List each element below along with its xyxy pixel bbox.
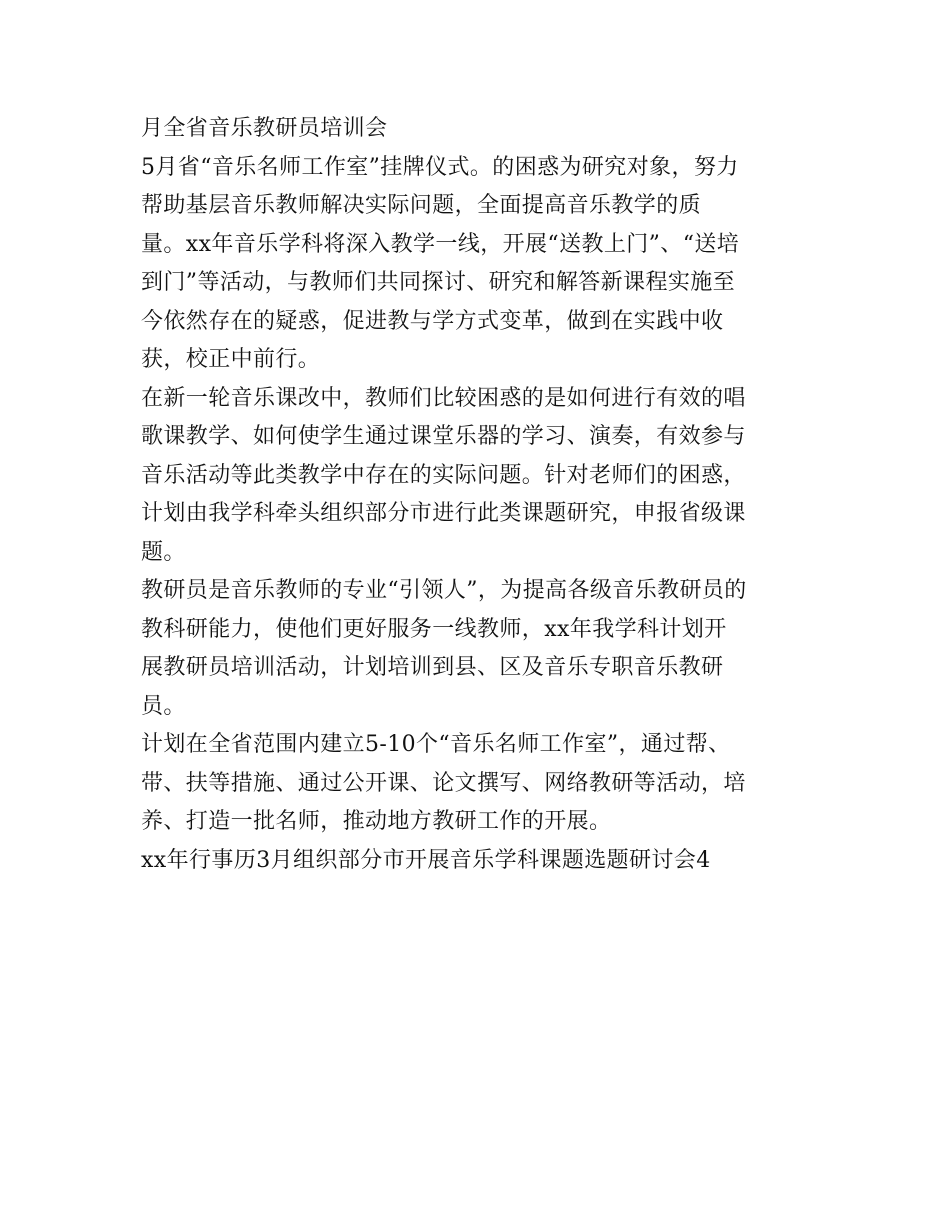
text-line: 带、扶等措施、通过公开课、论文撰写、网络教研等活动，培 <box>141 770 746 796</box>
text-line: 5月省“音乐名师工作室”挂牌仪式。的困惑为研究对象，努力 <box>141 154 739 180</box>
text-line: 教科研能力，使他们更好服务一线教师，xx年我学科计划开 <box>141 616 727 642</box>
text-line: 帮助基层音乐教师解决实际问题，全面提高音乐教学的质 <box>141 193 702 218</box>
text-line: 题。 <box>141 539 186 565</box>
text-line: 计划由我学科牵头组织部分市进行此类课题研究，申报省级课 <box>141 501 746 526</box>
text-line: 在新一轮音乐课改中，教师们比较困惑的是如何进行有效的唱 <box>141 385 746 411</box>
text-line: 教研员是音乐教师的专业“引领人”，为提高各级音乐教研员的 <box>141 578 747 603</box>
text-line: 音乐活动等此类教学中存在的实际问题。针对老师们的困惑， <box>141 462 746 488</box>
text-line: 养、打造一批名师，推动地方教研工作的开展。 <box>141 809 612 834</box>
text-line: 今依然存在的疑惑，促进教与学方式变革，做到在实践中收 <box>141 308 724 334</box>
text-line: 月全省音乐教研员培训会 <box>141 116 388 141</box>
text-line: 获，校正中前行。 <box>141 347 321 372</box>
text-line: 展教研员培训活动，计划培训到县、区及音乐专职音乐教研 <box>141 655 724 680</box>
text-line: 量。xx年音乐学科将深入教学一线，开展“送教上门”、“送培 <box>141 231 740 257</box>
text-line: xx年行事历3月组织部分市开展音乐学科课题选题研讨会4 <box>141 847 711 873</box>
text-line: 计划在全省范围内建立5-10个“音乐名师工作室”，通过帮、 <box>141 732 731 757</box>
text-line: 员。 <box>141 693 186 719</box>
text-line: 到门”等活动，与教师们共同探讨、研究和解答新课程实施至 <box>141 270 736 295</box>
text-line: 歌课教学、如何使学生通过课堂乐器的学习、演奏，有效参与 <box>141 424 746 449</box>
document-body <box>141 110 816 880</box>
